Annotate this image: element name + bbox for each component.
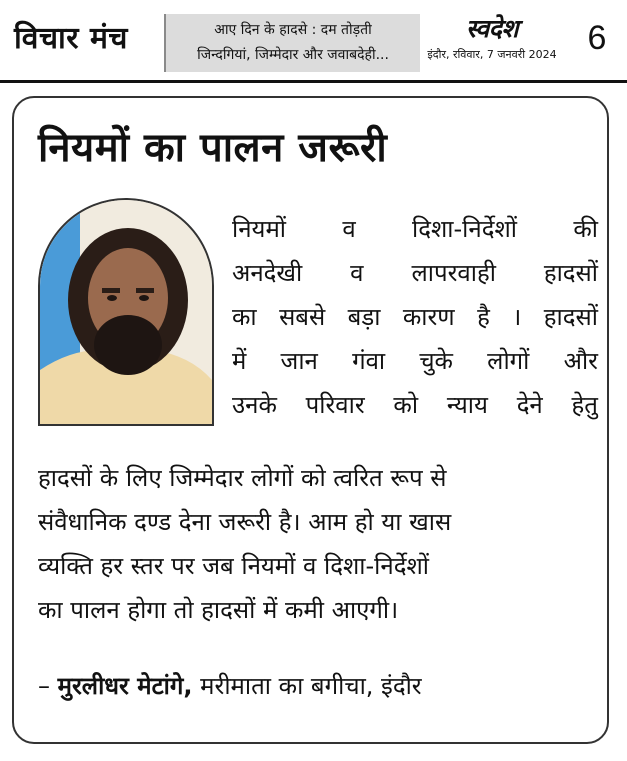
article-body-full-width [38, 456, 598, 632]
dateline: इंदौर, रविवार, 7 जनवरी 2024 [427, 48, 557, 61]
body-line [232, 383, 598, 427]
body-line: का पालन होगा तो हादसों में कमी आएगी। [38, 596, 399, 624]
signature-dash: – [38, 672, 58, 700]
body-word: जान [280, 347, 318, 375]
body-word: में [232, 347, 247, 375]
body-word: । [512, 303, 522, 331]
body-word: का [232, 303, 257, 331]
body-word: कारण [402, 303, 455, 331]
newspaper-logo: स्वदेश [466, 14, 518, 43]
body-word: है [477, 303, 490, 331]
body-word: उनके [232, 391, 277, 419]
body-word: नियमों [232, 215, 287, 243]
body-word: न्याय [446, 391, 488, 419]
body-word: लापरवाही [411, 259, 496, 287]
body-line [232, 295, 598, 339]
header-rule [0, 80, 627, 83]
section-name: विचार मंच [14, 21, 128, 56]
body-word: को [393, 391, 419, 419]
body-word: हादसों [543, 303, 598, 331]
body-word: सबसे [279, 303, 326, 331]
body-word: लोगों [487, 347, 530, 375]
author-photo [38, 198, 214, 426]
body-word: अनदेखी [232, 259, 303, 287]
author-signature [38, 664, 422, 708]
body-word: और [563, 347, 598, 375]
author-portrait-image [40, 200, 212, 424]
body-line [232, 339, 598, 383]
body-line: हादसों के लिए जिम्मेदार लोगों को त्वरित रूप से [38, 464, 447, 492]
body-word: गंवा [352, 347, 386, 375]
body-word: चुके [419, 347, 453, 375]
body-word: की [573, 215, 598, 243]
page-header [0, 0, 627, 82]
teaser-line-2: जिन्दगियां, जिम्मेदार और जवाबदेही... [197, 47, 389, 63]
body-word: हादसों [543, 259, 598, 287]
teaser-line-1: आए दिन के हादसे : दम तोड़ती [214, 22, 372, 38]
body-word: व [342, 215, 356, 243]
article-headline: नियमों का पालन जरूरी [38, 125, 388, 171]
author-name: मुरलीधर मेटांगे, [57, 672, 193, 700]
body-line [232, 251, 598, 295]
masthead [424, 14, 560, 74]
body-word: दिशा-निर्देशों [412, 215, 517, 243]
body-line: संवैधानिक दण्ड देना जरूरी है। आम हो या खास [38, 508, 452, 536]
body-word: व [350, 259, 364, 287]
body-word: हेतु [571, 391, 598, 419]
body-line: व्यक्ति हर स्तर पर जब नियमों व दिशा-निर्देशों [38, 552, 429, 580]
body-word: बड़ा [347, 303, 381, 331]
body-word: परिवार [305, 391, 365, 419]
body-line [232, 207, 598, 251]
page-number: 6 [587, 19, 607, 57]
author-location: मरीमाता का बगीचा, इंदौर [192, 672, 422, 700]
article-body-beside-photo [232, 207, 598, 427]
teaser-box[interactable] [164, 14, 420, 72]
body-word: देने [516, 391, 543, 419]
